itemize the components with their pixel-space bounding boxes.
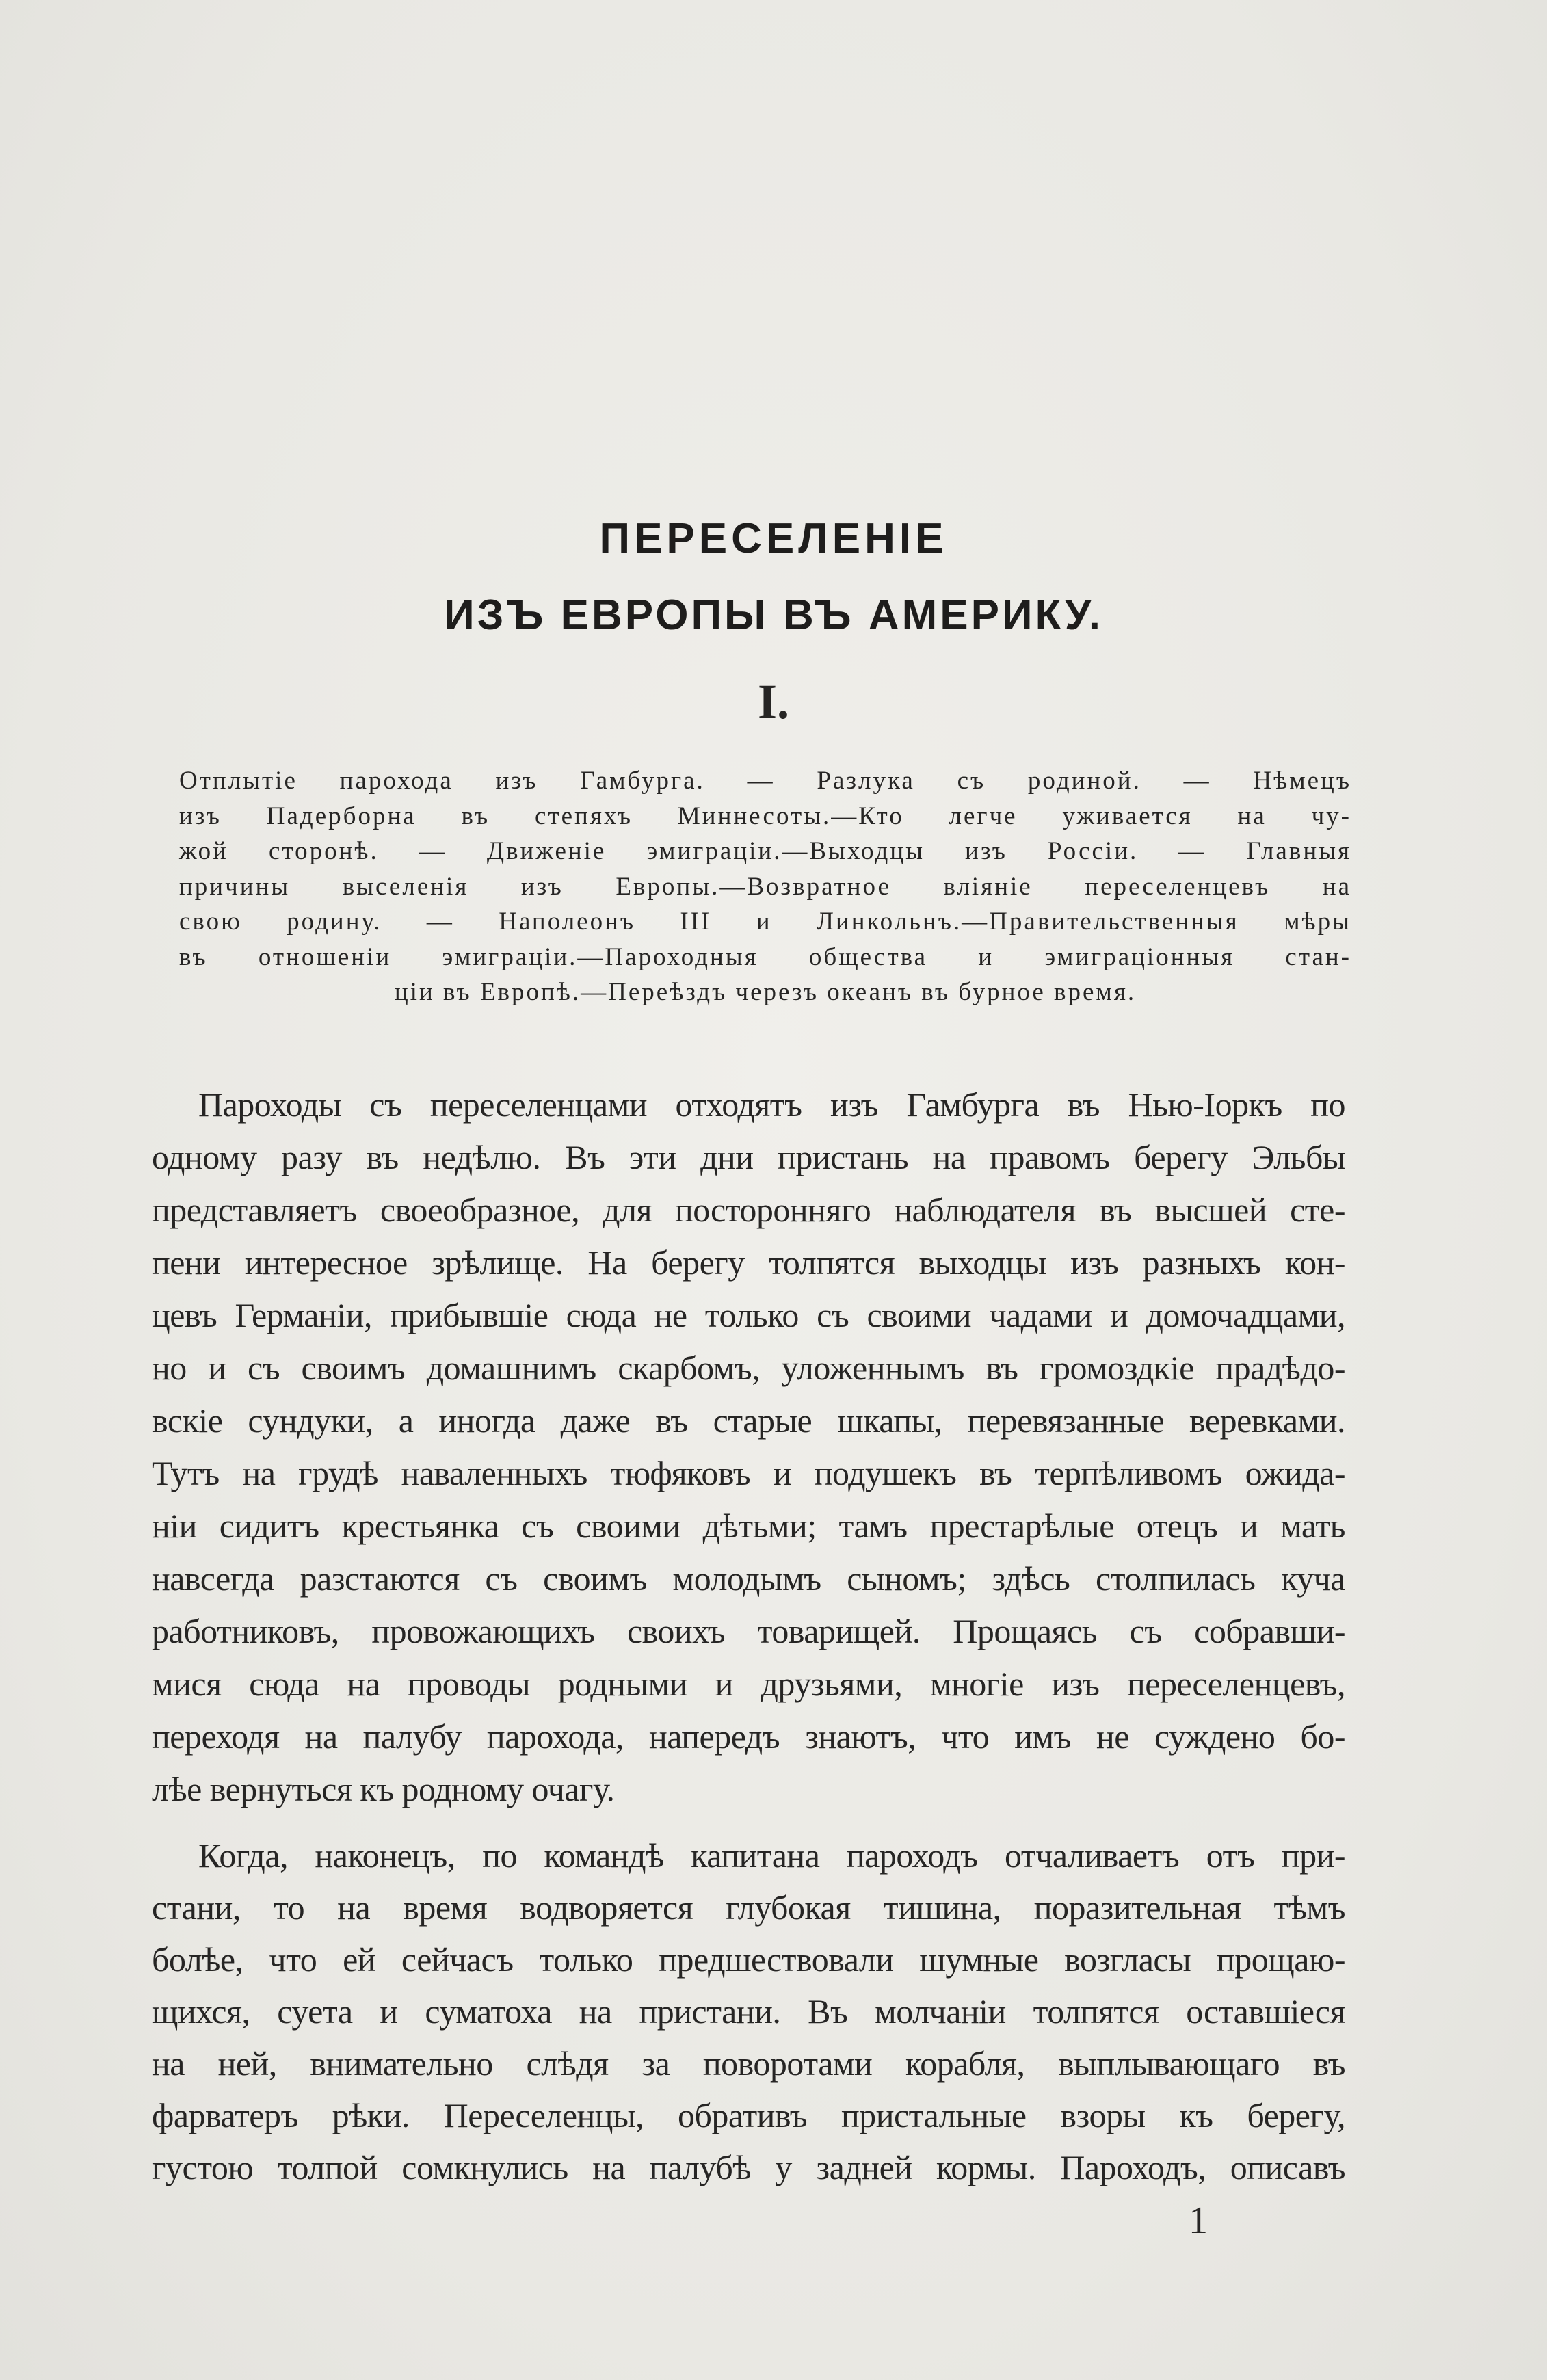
text-line: стани, то на время водворяется глубокая тишина, поразительная тѣмъ xyxy=(152,1888,1345,1927)
text-line: одному разу въ недѣлю. Въ эти дни пристань на правомъ берегу Эльбы xyxy=(152,1138,1345,1176)
text-line: на ней, внимательно слѣдя за поворотами корабля, выплывающаго въ xyxy=(152,2044,1345,2082)
page-number: 1 xyxy=(1189,2199,1208,2242)
text-line: въ отношеніи эмиграціи.—Пароходныя общества и эмиграціонныя стан- xyxy=(179,942,1351,971)
chapter-summary xyxy=(179,763,1351,1010)
text-line: представляетъ своеобразное, для посторонняго наблюдателя въ высшей сте- xyxy=(152,1191,1345,1229)
chapter-title-line-2: ИЗЪ ЕВРОПЫ ВЪ АМЕРИКУ. xyxy=(444,592,1103,639)
text-line: ніи сидитъ крестьянка съ своими дѣтьми; тамъ престарѣлые отецъ и мать xyxy=(152,1507,1345,1545)
text-line: изъ Падерборна въ степяхъ Миннесоты.—Кто легче уживается на чу- xyxy=(179,802,1351,830)
text-line: фарватеръ рѣки. Переселенцы, обративъ пристальные взоры къ берегу, xyxy=(152,2096,1345,2134)
text-line: Тутъ на грудѣ наваленныхъ тюфяковъ и подушекъ въ терпѣливомъ ожида- xyxy=(152,1454,1345,1492)
text-line: вскіе сундуки, а иногда даже въ старые шкапы, перевязанные веревками. xyxy=(152,1401,1345,1440)
body-paragraph-2 xyxy=(152,1829,1345,2193)
text-line: болѣе, что ей сейчасъ только предшествовали шумные возгласы прощаю- xyxy=(152,1940,1345,1979)
chapter-number: I. xyxy=(757,674,790,729)
text-line: лѣе вернуться къ родному очагу. xyxy=(152,1770,615,1808)
text-line: жой сторонѣ. — Движеніе эмиграціи.—Выходцы изъ Россіи. — Главныя xyxy=(179,837,1351,865)
text-line: свою родину. — Наполеонъ III и Линкольнъ.—Правительственныя мѣры xyxy=(179,908,1351,936)
text-line: густою толпой сомкнулись на палубѣ у задней кормы. Пароходъ, описавъ xyxy=(152,2148,1345,2186)
text-line: навсегда разстаются съ своимъ молодымъ сыномъ; здѣсь столпилась куча xyxy=(152,1559,1345,1598)
text-line: причины выселенія изъ Европы.—Возвратное вліяніе переселенцевъ на xyxy=(179,872,1351,901)
text-line: но и съ своимъ домашнимъ скарбомъ, уложеннымъ въ громоздкіе прадѣдо- xyxy=(152,1349,1345,1387)
text-line: Когда, наконецъ, по командѣ капитана пароходъ отчаливаетъ отъ при- xyxy=(198,1836,1345,1875)
chapter-title-line-1: ПЕРЕСЕЛЕНІЕ xyxy=(599,515,948,562)
text-line: щихся, суета и суматоха на пристани. Въ молчаніи толпятся оставшіеся xyxy=(152,1992,1345,2031)
text-line: цевъ Германіи, прибывшіе сюда не только съ своими чадами и домочадцами, xyxy=(152,1296,1345,1334)
text-line: мися сюда на проводы родными и друзьями, многіе изъ переселенцевъ, xyxy=(152,1665,1345,1703)
text-line: переходя на палубу парохода, напередъ знаютъ, что имъ не суждено бо- xyxy=(152,1717,1345,1756)
text-line: Отплытіе парохода изъ Гамбурга. — Разлука съ родиной. — Нѣмецъ xyxy=(179,767,1351,795)
text-line: ціи въ Европѣ.—Переѣздъ черезъ океанъ въ бурное время. xyxy=(394,978,1137,1006)
body-paragraph-1 xyxy=(152,1079,1345,1816)
text-line: пени интересное зрѣлище. На берегу толпятся выходцы изъ разныхъ кон- xyxy=(152,1243,1345,1282)
text-line: работниковъ, провожающихъ своихъ товарищей. Прощаясь съ собравши- xyxy=(152,1612,1345,1650)
text-line: Пароходы съ переселенцами отходятъ изъ Гамбурга въ Нью-Іоркъ по xyxy=(198,1085,1345,1124)
